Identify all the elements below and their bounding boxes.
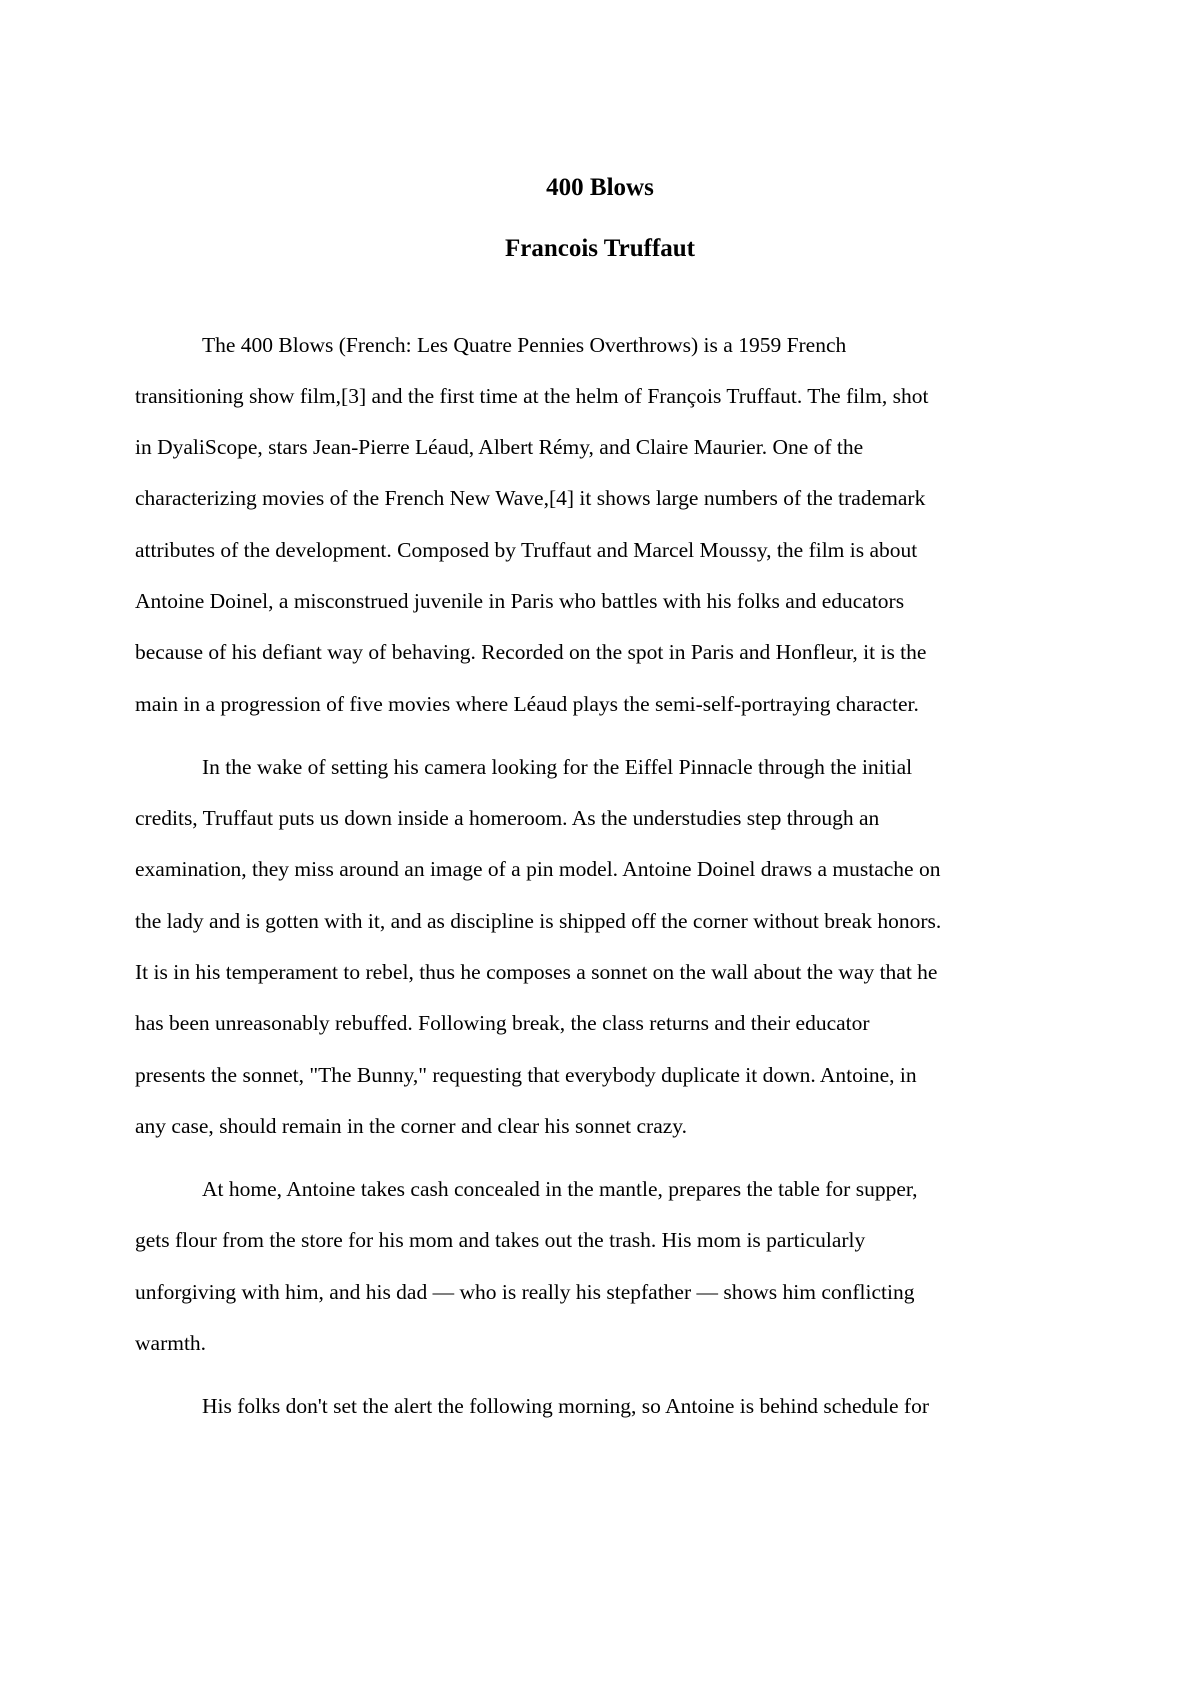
- text-line: warmth.: [135, 1331, 207, 1355]
- text-line: characterizing movies of the French New Wave,[4] it shows large numbers of the trademark: [135, 486, 926, 510]
- text-line: because of his defiant way of behaving. Recorded on the spot in Paris and Honfleur, it is the: [135, 640, 927, 664]
- text-line: The 400 Blows (French: Les Quatre Pennies Overthrows) is a 1959 French: [202, 333, 847, 357]
- text-line: At home, Antoine takes cash concealed in the mantle, prepares the table for supper,: [202, 1177, 918, 1201]
- text-line: examination, they miss around an image of a pin model. Antoine Doinel draws a mustache on: [135, 857, 941, 881]
- text-line: any case, should remain in the corner and clear his sonnet crazy.: [135, 1114, 688, 1138]
- text-line: unforgiving with him, and his dad — who is really his stepfather — shows him conflicting: [135, 1280, 915, 1304]
- text-line: In the wake of setting his camera looking for the Eiffel Pinnacle through the initial: [202, 755, 913, 779]
- text-line: His folks don't set the alert the following morning, so Antoine is behind schedule for: [202, 1394, 930, 1418]
- text-line: Antoine Doinel, a misconstrued juvenile in Paris who battles with his folks and educators: [135, 589, 905, 613]
- text-line: attributes of the development. Composed by Truffaut and Marcel Moussy, the film is about: [135, 538, 918, 562]
- document-title: 400 Blows: [546, 174, 654, 201]
- text-line: It is in his temperament to rebel, thus he composes a sonnet on the wall about the way that he: [135, 960, 938, 984]
- text-line: credits, Truffaut puts us down inside a homeroom. As the understudies step through an: [135, 806, 880, 830]
- text-line: has been unreasonably rebuffed. Following break, the class returns and their educator: [135, 1011, 870, 1035]
- text-line: gets flour from the store for his mom and takes out the trash. His mom is particularly: [135, 1228, 866, 1252]
- text-line: the lady and is gotten with it, and as discipline is shipped off the corner without break honors.: [135, 909, 942, 933]
- text-line: transitioning show film,[3] and the first time at the helm of François Truffaut. The film, shot: [135, 384, 929, 408]
- text-line: presents the sonnet, "The Bunny," requesting that everybody duplicate it down. Antoine, in: [135, 1063, 917, 1087]
- text-line: main in a progression of five movies where Léaud plays the semi-self-portraying character.: [135, 692, 919, 716]
- document-subtitle: Francois Truffaut: [504, 235, 696, 262]
- text-line: in DyaliScope, stars Jean-Pierre Léaud, Albert Rémy, and Claire Maurier. One of the: [135, 435, 864, 459]
